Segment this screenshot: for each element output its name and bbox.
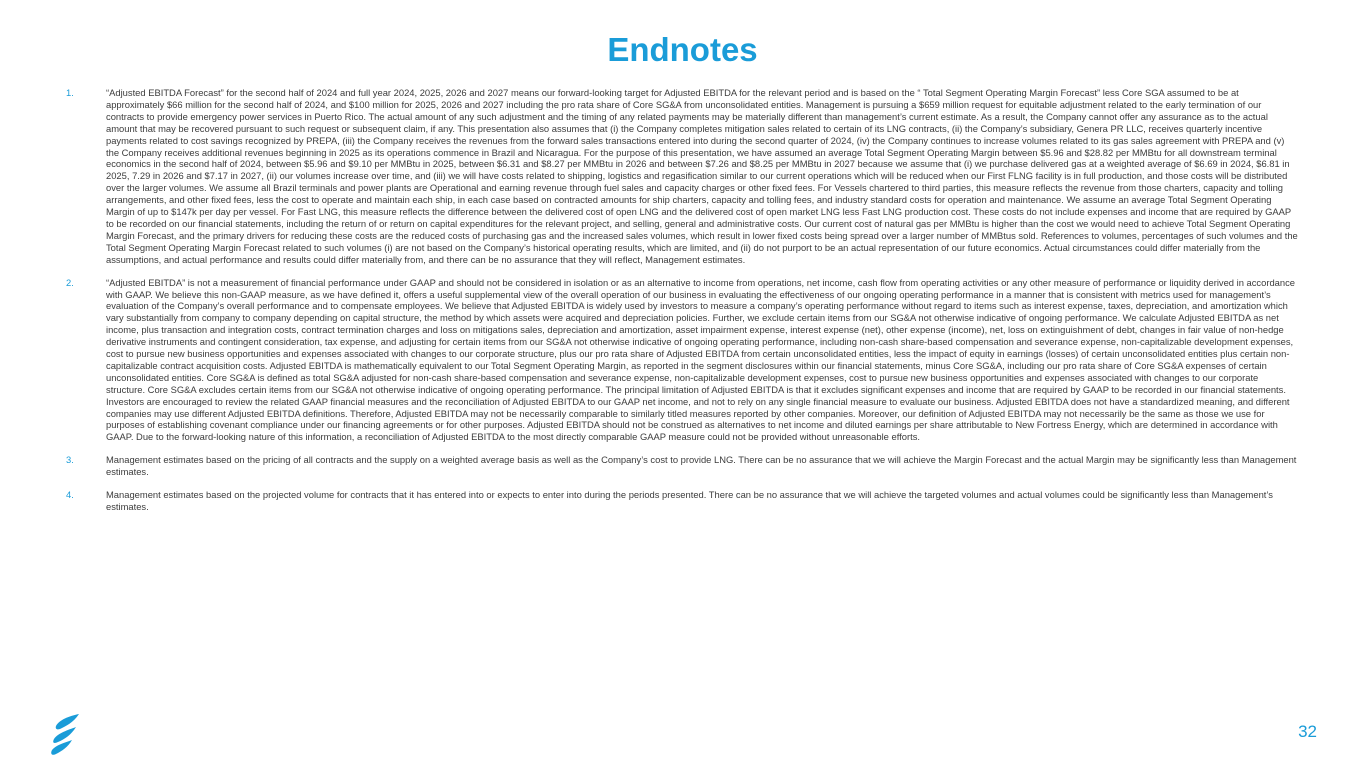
endnote-text: “Adjusted EBITDA” is not a measurement of financial performance under GAAP and should not be considered in isolation or as an alternative to income from operations, net income, cash flow from operating activities or any other measure of performance or liquidity derived in accordance with GAAP. We believe this non-GAAP measure, as we have defined it, offers a useful supplemental view of the overall operation of our business in evaluating the effectiveness of our ongoing operating performance in a manner that is consistent with metrics used for management’s evaluation of the Company’s overall performance and to compensate employees. We believe that Adjusted EBITDA is widely used by investors to measure a company’s operating performance without regard to items such as interest expense, taxes, depreciation, and amortization which vary substantially from company to company depending on capital structure, the method by which assets were acquired and depreciation policies. Further, we exclude certain items from our SG&A not otherwise indicative of ongoing performance. We calculate Adjusted EBITDA as net income, plus transaction and integration costs, contract termination charges and loss on mitigations sales, depreciation and amortization, asset impairment expense, interest expense (net), other expense (income), net, loss on extinguishment of debt, changes in fair value of non-hedge derivative instruments and contingent consideration, tax expense, and adjusting for certain items from our SG&A not otherwise indicative of ongoing operating performance, including non-cash share-based compensation and severance expense, non-capitalizable development expenses, cost to pursue new business opportunities and expenses associated with changes to our corporate structure, plus our pro rata share of Adjusted EBITDA from certain unconsolidated entities, less the impact of equity in earnings (losses) of certain unconsolidated entities plus certain non-capitalizable contract acquisition costs. Adjusted EBITDA is mathematically equivalent to our Total Segment Operating Margin, as reported in the segment disclosures within our financial statements, minus Core SG&A, including our pro rata share of Core SG&A expenses of certain unconsolidated entities. Core SG&A is defined as total SG&A adjusted for non-cash share-based compensation and severance expense, non-capitalizable development expenses, cost to pursue new business opportunities and expenses associated with changes to our corporate structure. Core SG&A excludes certain items from our SG&A not otherwise indicative of ongoing operating performance. The principal limitation of Adjusted EBITDA is that it excludes significant expenses and income that are required by GAAP to be recorded in our financial statements. Investors are encouraged to review the related GAAP financial measures and the reconciliation of Adjusted EBITDA to our GAAP net income, and not to rely on any single financial measure to evaluate our business. Adjusted EBITDA does not have a standardized meaning, and different companies may use different Adjusted EBITDA definitions. Therefore, Adjusted EBITDA may not be necessarily comparable to similarly titled measures reported by other companies. Moreover, our definition of Adjusted EBITDA may not necessarily be the same as those we use for purposes of establishing covenant compliance under our financing agreements or for other purposes. Adjusted EBITDA should not be construed as alternatives to net income and diluted earnings per share attributable to New Fortress Energy, which are determined in accordance with GAAP. Due to the forward-looking nature of this information, a reconciliation of Adjusted EBITDA to the most directly comparable GAAP measure could not be provided without unreasonable efforts. (106, 276, 1295, 443)
page-number: 32 (1298, 722, 1317, 741)
new-fortress-energy-flame-logo-icon (49, 713, 81, 757)
endnote-number: 2. (66, 276, 74, 288)
endnote-text: Management estimates based on the pricing of all contracts and the supply on a weighted average basis as well as the Company’s cost to provide LNG. There can be no assurance that we will achieve the Margin Forecast and the actual Margin may be significantly less than Management estimates. (106, 454, 1297, 478)
page-title: Endnotes (607, 31, 758, 68)
endnote-text: Management estimates based on the projected volume for contracts that it has entered into or expects to enter into during the periods presented. There can be no assurance that we will achieve the targeted volumes and actual volumes could be significantly less than Management’s estimates. (106, 489, 1273, 512)
endnote-4 (66, 489, 1298, 513)
endnote-1 (66, 87, 1298, 266)
endnote-2 (66, 277, 1298, 444)
endnote-number: 1. (66, 87, 74, 98)
endnote-number: 4. (66, 489, 74, 501)
endnote-text: “Adjusted EBITDA Forecast” for the second half of 2024 and full year 2024, 2025, 2026 and 2027 means our forward-looking target for Adjusted EBITDA for the relevant period and is based on the “ Total Segment Operating Margin Forecast” less Core SGA assumed to be at approximately $66 million for the second half of 2024, and $100 million for 2025, 2026 and 2027 including the pro rata share of Core SG&A from unconsolidated entities. Management is pursuing a $659 million request for equitable adjustment related to the early termination of our contracts to provide emergency power services in Puerto Rico. The actual amount of any such adjustment and the timing of any related payments may be materially different than management’s current estimate. As a result, the Company cannot offer any assurance as to the actual amount that may be recovered pursuant to such request or subsequent claim, if any. This presentation also assumes that (i) the Company completes mitigation sales related to certain of its LNG contracts, (ii) the Company’s subsidiary, Genera PR LLC, receives quarterly incentive payments related to cost savings recognized by PREPA, (iii) the Company receives the revenues from the forward sales transactions entered into during the second quarter of 2024, (iv) the Company continues to increase volumes related to its gas sales agreement with PREPA and (v) the Company receives additional revenues beginning in 2025 as its operations commence in Brazil and Nicaragua. For the purpose of this presentation, we have assumed an average Total Segment Operating Margin between $5.96 and $28.82 per MMBtu for all downstream terminal economics in the second half of 2024, between $5.96 and $9.10 per MMBtu in 2025, between $6.31 and $8.27 per MMBtu in 2026 and between $7.26 and $8.25 per MMBtu in 2027 because we assume that (i) we purchase delivered gas at a weighted average of $6.69 in 2024, $6.81 in 2025, 7.29 in 2026 and $7.17 in 2027, (ii) our volumes increase over time, and (iii) we will have costs related to shipping, logistics and regasification similar to our current operations which will be reduced when our First FLNG facility is in full production, and those costs will be distributed over the larger volumes. We assume all Brazil terminals and power plants are Operational and earning revenue through fuel sales and capacity charges or other fixed fees. For Vessels chartered to third parties, this measure reflects the revenue from those charters, capacity and tolling arrangements, and other fixed fees, less the cost to operate and maintain each ship, in each case based on contracted amounts for ship charters, capacity and tolling fees, and industry standard costs for operation and maintenance. We assume an average Total Segment Operating Margin of up to $147k per day per vessel. For Fast LNG, this measure reflects the difference between the delivered cost of open LNG and the delivered cost of open market LNG less Fast LNG production cost. These costs do not include expenses and income that are required by GAAP to be recorded on our financial statements, including the return of or return on capital expenditures for the relevant project, and selling, general and administrative costs. Our current cost of natural gas per MMBtu is higher than the cost we would need to achieve Total Segment Operating Margin Forecast, and the primary drivers for reducing these costs are the reduced costs of purchasing gas and the increased sales volumes, which result in lower fixed costs being spread over a larger number of MMBtus sold. References to volumes, percentages of such volumes and the Total Segment Operating Margin Forecast related to such volumes (i) are not based on the Company’s historical operating results, which are limited, and (ii) do not purport to be an actual representation of our future economics. Actual circumstances could differ materially from the assumptions, and actual performance and results could differ materially from, and there can be no assurance that they will reflect, Management estimates. (106, 87, 1298, 265)
endnotes-list (66, 87, 1298, 524)
endnote-number: 3. (66, 454, 74, 466)
endnote-3 (66, 454, 1298, 478)
